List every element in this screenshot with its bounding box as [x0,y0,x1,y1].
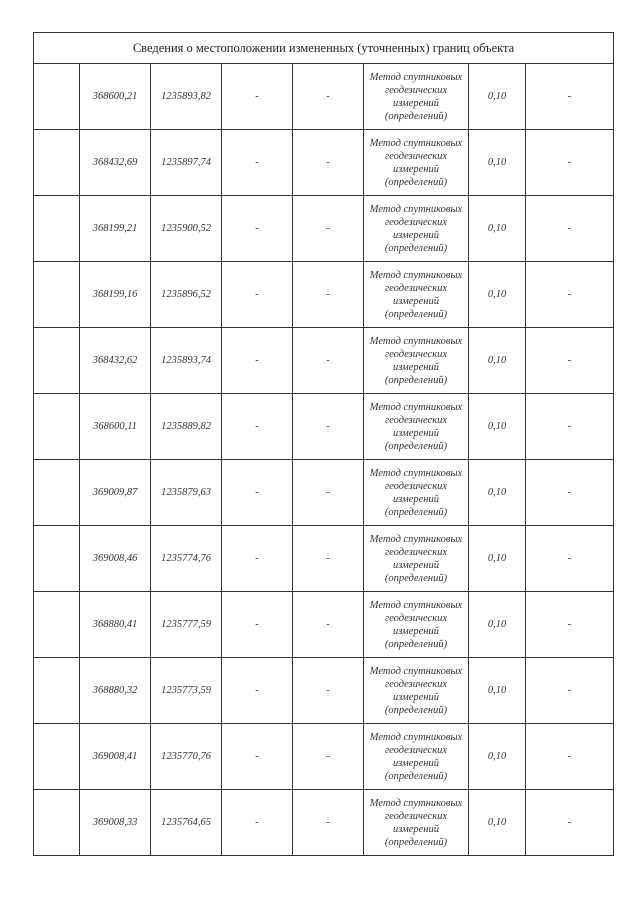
description-cell: - [526,658,614,724]
coord-x-cell: 369008,33 [80,790,151,856]
old-coord-x-cell: - [222,658,293,724]
description-cell: - [526,394,614,460]
point-number-cell [34,658,80,724]
method-line: Метод спутниковых [369,665,463,677]
coord-y-cell: 1235897,74 [151,130,222,196]
accuracy-cell: 0,10 [469,658,526,724]
method-cell [364,328,469,394]
method-cell [364,262,469,328]
coord-x-cell: 368199,21 [80,196,151,262]
accuracy-cell: 0,10 [469,262,526,328]
method-line: геодезических [384,612,448,624]
old-coord-x-cell: - [222,196,293,262]
method-cell [364,526,469,592]
coord-y-cell: 1235879,63 [151,460,222,526]
method-line: геодезических [384,480,448,492]
coord-x-cell: 369008,46 [80,526,151,592]
method-line: геодезических [384,84,448,96]
accuracy-cell: 0,10 [469,790,526,856]
description-cell: - [526,460,614,526]
table-title: Сведения о местоположении измененных (уточненных) границ объекта [34,33,614,64]
point-number-cell [34,130,80,196]
method-line: (определений) [384,374,448,386]
old-coord-y-cell: - [293,460,364,526]
coord-y-cell: 1235889,82 [151,394,222,460]
method-cell [364,460,469,526]
table-row [34,526,614,592]
old-coord-y-cell: - [293,64,364,130]
coord-y-cell: 1235777,59 [151,592,222,658]
coord-y-cell: 1235896,52 [151,262,222,328]
coord-y-cell: 1235773,59 [151,658,222,724]
accuracy-cell: 0,10 [469,130,526,196]
method-line: (определений) [384,176,448,188]
table-row [34,658,614,724]
old-coord-y-cell: - [293,790,364,856]
accuracy-cell: 0,10 [469,328,526,394]
method-line: (определений) [384,308,448,320]
old-coord-y-cell: - [293,526,364,592]
table-row [34,724,614,790]
method-cell [364,658,469,724]
method-line: Метод спутниковых [369,71,463,83]
table-title-row [34,33,614,64]
table-row [34,394,614,460]
boundary-table [33,32,614,856]
coord-y-cell: 1235900,52 [151,196,222,262]
method-line: измерений [392,97,440,109]
coord-x-cell: 368432,69 [80,130,151,196]
old-coord-y-cell: - [293,130,364,196]
method-line: измерений [392,691,440,703]
method-line: (определений) [384,572,448,584]
description-cell: - [526,724,614,790]
description-cell: - [526,328,614,394]
method-line: измерений [392,559,440,571]
old-coord-y-cell: - [293,262,364,328]
coord-x-cell: 368199,16 [80,262,151,328]
coord-x-cell: 368880,41 [80,592,151,658]
point-number-cell [34,262,80,328]
method-line: измерений [392,823,440,835]
point-number-cell [34,328,80,394]
method-line: геодезических [384,216,448,228]
table-row [34,790,614,856]
old-coord-y-cell: - [293,196,364,262]
coord-y-cell: 1235774,76 [151,526,222,592]
method-line: (определений) [384,770,448,782]
method-line: Метод спутниковых [369,467,463,479]
method-line: измерений [392,625,440,637]
point-number-cell [34,196,80,262]
accuracy-cell: 0,10 [469,526,526,592]
method-line: Метод спутниковых [369,797,463,809]
method-line: (определений) [384,836,448,848]
method-line: Метод спутниковых [369,731,463,743]
description-cell: - [526,790,614,856]
table-row [34,328,614,394]
old-coord-x-cell: - [222,130,293,196]
method-line: измерений [392,493,440,505]
coord-x-cell: 368600,21 [80,64,151,130]
old-coord-y-cell: - [293,394,364,460]
method-cell [364,196,469,262]
point-number-cell [34,790,80,856]
table-row [34,64,614,130]
method-cell [364,64,469,130]
description-cell: - [526,262,614,328]
description-cell: - [526,592,614,658]
accuracy-cell: 0,10 [469,724,526,790]
old-coord-y-cell: - [293,328,364,394]
coord-y-cell: 1235893,82 [151,64,222,130]
method-line: Метод спутниковых [369,335,463,347]
old-coord-y-cell: - [293,724,364,790]
method-line: (определений) [384,110,448,122]
old-coord-x-cell: - [222,724,293,790]
method-cell [364,724,469,790]
method-cell [364,394,469,460]
method-line: Метод спутниковых [369,137,463,149]
table-row [34,196,614,262]
old-coord-y-cell: - [293,658,364,724]
method-cell [364,790,469,856]
method-line: Метод спутниковых [369,599,463,611]
old-coord-x-cell: - [222,262,293,328]
description-cell: - [526,130,614,196]
point-number-cell [34,394,80,460]
method-line: измерений [392,361,440,373]
method-line: измерений [392,295,440,307]
method-line: геодезических [384,414,448,426]
description-cell: - [526,64,614,130]
method-line: измерений [392,427,440,439]
method-line: (определений) [384,638,448,650]
coord-x-cell: 368600,11 [80,394,151,460]
old-coord-x-cell: - [222,592,293,658]
point-number-cell [34,526,80,592]
method-line: (определений) [384,506,448,518]
table-body [34,64,614,856]
coord-x-cell: 369008,41 [80,724,151,790]
method-line: геодезических [384,546,448,558]
old-coord-x-cell: - [222,460,293,526]
old-coord-x-cell: - [222,790,293,856]
old-coord-y-cell: - [293,592,364,658]
method-line: геодезических [384,810,448,822]
accuracy-cell: 0,10 [469,592,526,658]
method-line: Метод спутниковых [369,203,463,215]
old-coord-x-cell: - [222,64,293,130]
accuracy-cell: 0,10 [469,394,526,460]
method-line: геодезических [384,744,448,756]
method-line: измерений [392,757,440,769]
table-row [34,460,614,526]
method-line: измерений [392,163,440,175]
description-cell: - [526,526,614,592]
point-number-cell [34,460,80,526]
description-cell: - [526,196,614,262]
method-line: геодезических [384,150,448,162]
document-sheet [33,32,613,856]
coord-y-cell: 1235764,65 [151,790,222,856]
accuracy-cell: 0,10 [469,196,526,262]
method-line: измерений [392,229,440,241]
table-row [34,262,614,328]
point-number-cell [34,64,80,130]
coord-x-cell: 369009,87 [80,460,151,526]
table-row [34,592,614,658]
accuracy-cell: 0,10 [469,460,526,526]
method-line: (определений) [384,440,448,452]
point-number-cell [34,724,80,790]
method-cell [364,592,469,658]
coord-y-cell: 1235770,76 [151,724,222,790]
method-line: геодезических [384,282,448,294]
method-cell [364,130,469,196]
method-line: (определений) [384,242,448,254]
coord-x-cell: 368432,62 [80,328,151,394]
method-line: геодезических [384,348,448,360]
coord-x-cell: 368880,32 [80,658,151,724]
old-coord-x-cell: - [222,526,293,592]
method-line: Метод спутниковых [369,401,463,413]
coord-y-cell: 1235893,74 [151,328,222,394]
method-line: Метод спутниковых [369,533,463,545]
method-line: (определений) [384,704,448,716]
accuracy-cell: 0,10 [469,64,526,130]
method-line: геодезических [384,678,448,690]
table-row [34,130,614,196]
point-number-cell [34,592,80,658]
old-coord-x-cell: - [222,328,293,394]
method-line: Метод спутниковых [369,269,463,281]
old-coord-x-cell: - [222,394,293,460]
